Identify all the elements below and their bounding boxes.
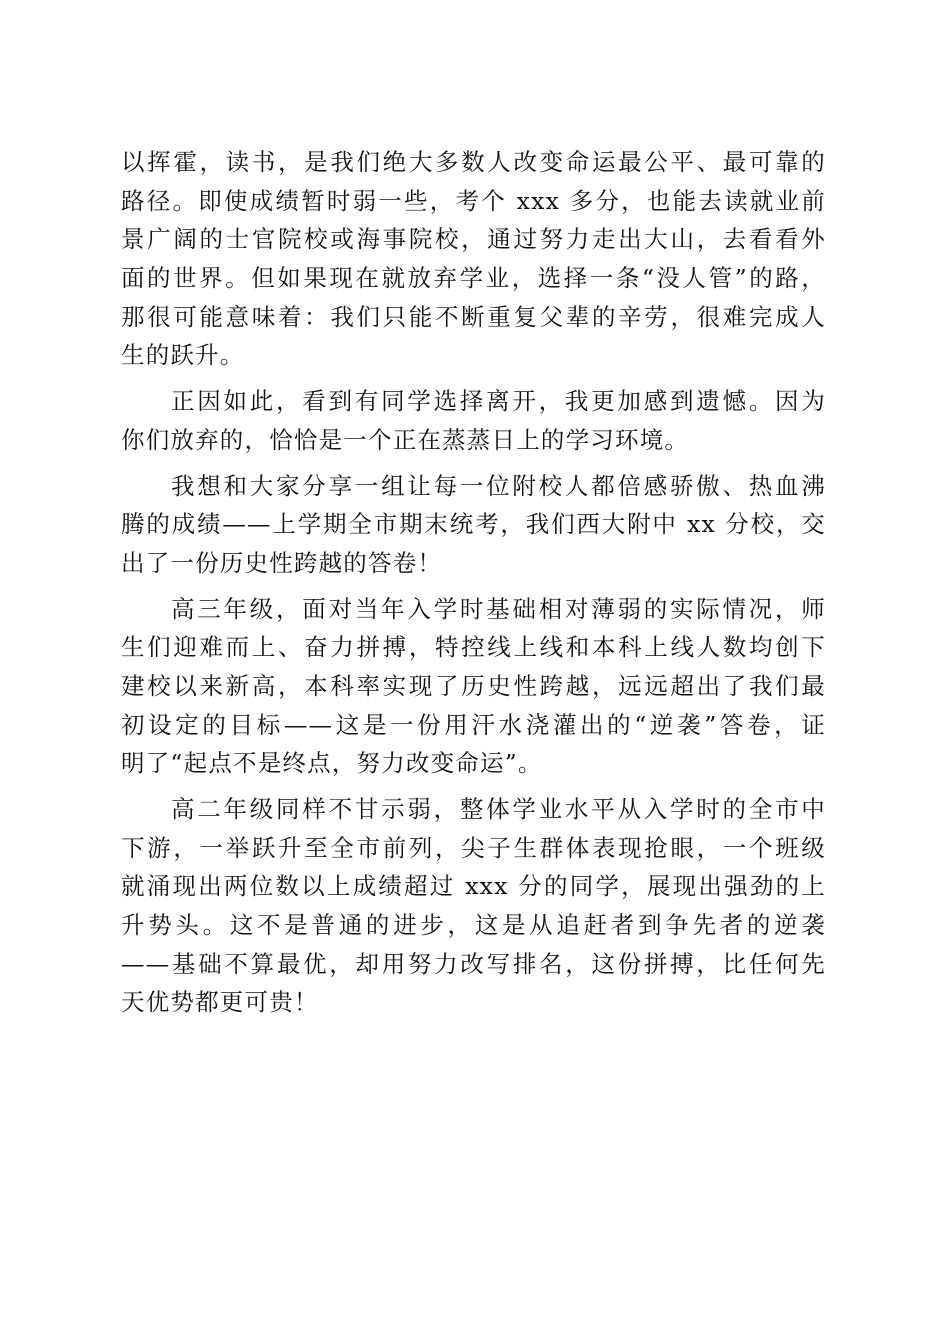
text-line: ——基础不算最优，却用努力改写排名，这份拼搏，比任何先 (121, 949, 826, 978)
text-line: 你们放弃的，恰恰是一个正在蒸蒸日上的学习环境。 (121, 425, 690, 454)
text-line: 升势头。这不是普通的进步，这是从追赶者到争先者的逆袭 (121, 911, 826, 940)
text-line: 我想和大家分享一组让每一位附校人都倍感骄傲、热血沸 (171, 471, 826, 500)
text-line: 建校以来新高，本科率实现了历史性跨越，远远超出了我们最 (121, 671, 826, 700)
paragraph-4 (121, 590, 826, 783)
paragraph-1 (121, 143, 826, 375)
text-line: 以挥霍，读书，是我们绝大多数人改变命运最公平、最可靠的 (121, 148, 826, 176)
text-line: 那很可能意味着：我们只能不断重复父辈的辛劳，很难完成人 (121, 302, 826, 331)
paragraph-3 (121, 467, 826, 583)
text-line: 天优势都更可贵！ (121, 988, 319, 1017)
text-line: 高二年级同样不甘示弱，整体学业水平从入学时的全市中 (171, 795, 826, 823)
body-text (121, 143, 826, 1022)
text-line: 腾的成绩——上学期全市期末统考，我们西大附中 xx 分校，交 (121, 510, 826, 539)
text-line: 明了“起点不是终点，努力改变命运”。 (121, 749, 543, 778)
text-line: 正因如此，看到有同学选择离开，我更加感到遗憾。因为 (171, 387, 826, 416)
paragraph-2 (121, 382, 826, 459)
text-line: 就涌现出两位数以上成绩超过 xxx 分的同学，展现出强劲的上 (121, 872, 826, 901)
text-line: 高三年级，面对当年入学时基础相对薄弱的实际情况，师 (171, 594, 826, 623)
text-line: 面的世界。但如果现在就放弃学业，选择一条“没人管”的路， (121, 264, 826, 293)
text-line: 下游，一举跃升至全市前列，尖子生群体表现抢眼，一个班级 (121, 833, 826, 862)
text-line: 生们迎难而上、奋力拼搏，特控线上线和本科上线人数均创下 (121, 633, 826, 662)
text-line: 初设定的目标——这是一份用汗水浇灌出的“逆袭”答卷，证 (121, 710, 826, 739)
paragraph-5 (121, 790, 826, 1022)
text-line: 路径。即使成绩暂时弱一些，考个 xxx 多分，也能去读就业前 (121, 186, 826, 215)
text-line: 生的跃升。 (121, 341, 245, 370)
text-line: 景广阔的士官院校或海事院校，通过努力走出大山，去看看外 (121, 225, 826, 254)
text-line: 出了一份历史性跨越的答卷！ (121, 548, 443, 577)
